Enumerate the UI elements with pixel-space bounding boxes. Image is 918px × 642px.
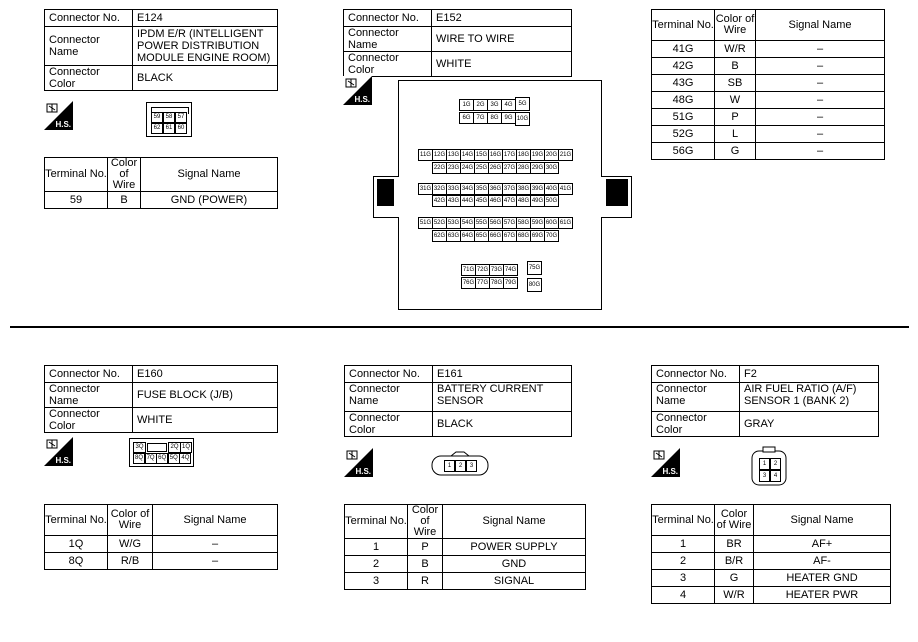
- terminal-no-cell: 1: [345, 539, 408, 556]
- connector-pin: 3: [759, 470, 770, 482]
- f2-terminal-table: Terminal No. Color of Wire Signal Name 1 BR AF+ 2 B/R AF- 3 G HEATER GND 4 W/R HEATER PWR: [651, 504, 891, 604]
- wire-color-cell: P: [715, 109, 756, 126]
- connector-pin: 4Q: [179, 453, 191, 464]
- connector-pin: 37G: [502, 183, 517, 195]
- table-row: [45, 192, 278, 209]
- table-row: [652, 41, 885, 58]
- connector-pin: 7G: [473, 112, 488, 124]
- table-row: [652, 75, 885, 92]
- connector-pin: 28G: [516, 162, 531, 174]
- e161-info-table: Connector No. E161 Connector Name BATTERY CURRENT SENSOR Connector Color BLACK: [344, 365, 572, 437]
- connector-pin: 3G: [487, 99, 502, 111]
- wire-color-cell: BR: [715, 536, 754, 553]
- connector-pin: 19G: [530, 149, 545, 161]
- connector-pin: 1Q: [180, 442, 192, 453]
- connector-pin: 71G: [461, 264, 476, 276]
- connector-pin: 5G: [515, 97, 530, 111]
- wire-color-cell: B: [715, 58, 756, 75]
- connector-pin: 2G: [473, 99, 488, 111]
- e160-info-table: Connector No. E160 Connector Name FUSE BLOCK (J/B) Connector Color WHITE: [44, 365, 278, 433]
- signal-name-cell: GND (POWER): [141, 192, 278, 209]
- svg-text:H.S.: H.S.: [55, 120, 71, 129]
- terminal-no-cell: 41G: [652, 41, 715, 58]
- terminal-no-cell: 8Q: [45, 553, 108, 570]
- connector-pin: 73G: [489, 264, 504, 276]
- connector-pin: 80G: [527, 278, 542, 292]
- e161-connector-color: BLACK: [433, 412, 572, 437]
- harness-side-icon: [651, 448, 680, 477]
- connector-pin: 17G: [502, 149, 517, 161]
- signal-name-cell: HEATER PWR: [754, 587, 891, 604]
- connector-pin: 55G: [474, 217, 489, 229]
- table-row: [345, 539, 586, 556]
- connector-pin: 26G: [488, 162, 503, 174]
- connector-pin: 20G: [544, 149, 559, 161]
- connector-pin: 9G: [501, 112, 516, 124]
- connector-pin: 14G: [460, 149, 475, 161]
- connector-pin: 76G: [461, 277, 476, 289]
- connector-pin: 1: [759, 458, 770, 470]
- connector-pin: 53G: [446, 217, 461, 229]
- connector-pin: 30G: [544, 162, 559, 174]
- svg-text:H.S.: H.S.: [662, 467, 678, 476]
- connector-pin: 2: [455, 460, 466, 472]
- connector-pin: 2Q: [168, 442, 181, 453]
- e160-terminal-table: Terminal No. Color of Wire Signal Name 1Q W/G – 8Q R/B –: [44, 504, 278, 570]
- terminal-no-cell: 3: [345, 573, 408, 590]
- connector-pin: 66G: [488, 230, 503, 242]
- terminal-no-cell: 48G: [652, 92, 715, 109]
- connector-pin: 62G: [432, 230, 447, 242]
- f2-info-table: Connector No. F2 Connector Name AIR FUEL RATIO (A/F) SENSOR 1 (BANK 2) Connector Color GRAY: [651, 365, 879, 437]
- connector-pin: 59G: [530, 217, 545, 229]
- f2-connector-color: GRAY: [740, 412, 879, 437]
- connector-pin: 32G: [432, 183, 447, 195]
- f2-connector-name: AIR FUEL RATIO (A/F) SENSOR 1 (BANK 2): [740, 383, 879, 412]
- connector-pin: 21G: [558, 149, 573, 161]
- connector-pin: 40G: [544, 183, 559, 195]
- wire-color-cell: B: [408, 556, 443, 573]
- f2-connector-face: [748, 444, 790, 488]
- terminal-no-cell: 42G: [652, 58, 715, 75]
- table-row: [652, 553, 891, 570]
- connector-pin: 64G: [460, 230, 475, 242]
- connector-pin: 43G: [446, 195, 461, 207]
- harness-side-icon: [44, 437, 73, 466]
- signal-name-cell: –: [756, 58, 885, 75]
- connector-pin: 42G: [432, 195, 447, 207]
- connector-pin: 12G: [432, 149, 447, 161]
- connector-pin-blank: [147, 443, 167, 452]
- e161-connector-name: BATTERY CURRENT SENSOR: [433, 383, 572, 412]
- e161-connector-face: [431, 451, 489, 476]
- connector-pin: 74G: [503, 264, 518, 276]
- signal-name-cell: –: [756, 92, 885, 109]
- connector-pin: 63G: [446, 230, 461, 242]
- table-row: [45, 553, 278, 570]
- table-row: [652, 570, 891, 587]
- e124-connector-face: [146, 102, 192, 137]
- terminal-no-cell: 56G: [652, 143, 715, 160]
- svg-text:H.S.: H.S.: [55, 456, 71, 465]
- e124-connector-no: E124: [133, 10, 278, 27]
- connector-pin: 57G: [502, 217, 517, 229]
- harness-side-icon: [44, 101, 73, 130]
- connector-pin: 4: [770, 470, 781, 482]
- e124-connector-name: IPDM E/R (INTELLIGENT POWER DISTRIBUTION MODULE ENGINE ROOM): [133, 27, 278, 66]
- harness-side-icon: [343, 76, 372, 105]
- wire-color-cell: B/R: [715, 553, 754, 570]
- e124-terminal-table: Terminal No. Color of Wire Signal Name 59 B GND (POWER): [44, 157, 278, 209]
- signal-name-cell: GND: [443, 556, 586, 573]
- connector-pin: 72G: [475, 264, 490, 276]
- terminal-no-cell: 3: [652, 570, 715, 587]
- wire-color-cell: R/B: [108, 553, 153, 570]
- e152-connector-no: E152: [432, 10, 572, 27]
- e161-connector-no: E161: [433, 366, 572, 383]
- connector-pin: 1G: [459, 99, 474, 111]
- f2-connector-no: F2: [740, 366, 879, 383]
- connector-pin: 15G: [474, 149, 489, 161]
- connector-pin: 2: [770, 458, 781, 470]
- connector-pin: 39G: [530, 183, 545, 195]
- e160-connector-name: FUSE BLOCK (J/B): [133, 383, 278, 408]
- terminal-no-cell: 59: [45, 192, 108, 209]
- connector-pin: 8G: [487, 112, 502, 124]
- connector-pin: 47G: [502, 195, 517, 207]
- signal-name-cell: AF-: [754, 553, 891, 570]
- e161-terminal-table: Terminal No. Color of Wire Signal Name 1 P POWER SUPPLY 2 B GND 3 R SIGNAL: [344, 504, 586, 590]
- connector-pin: 16G: [488, 149, 503, 161]
- wire-color-cell: W/R: [715, 41, 756, 58]
- connector-pin: 7Q: [145, 453, 157, 464]
- e124-info-table: Connector No. E124 Connector Name IPDM E/R (INTELLIGENT POWER DISTRIBUTION MODULE ENGINE ROOM) Connector Color BLACK: [44, 9, 278, 91]
- wire-color-cell: G: [715, 143, 756, 160]
- terminal-no-cell: 51G: [652, 109, 715, 126]
- signal-name-cell: AF+: [754, 536, 891, 553]
- terminal-no-cell: 43G: [652, 75, 715, 92]
- wire-color-cell: SB: [715, 75, 756, 92]
- section-divider: [10, 326, 909, 328]
- connector-pin: 6Q: [156, 453, 168, 464]
- signal-name-cell: –: [756, 109, 885, 126]
- wire-color-cell: W/G: [108, 536, 153, 553]
- signal-name-cell: –: [756, 75, 885, 92]
- connector-pin: 23G: [446, 162, 461, 174]
- connector-pin: 54G: [460, 217, 475, 229]
- table-row: [652, 587, 891, 604]
- connector-pin: 8Q: [133, 453, 145, 464]
- connector-pin: 10G: [515, 112, 530, 126]
- terminal-no-cell: 2: [652, 553, 715, 570]
- connector-pin: 62: [151, 123, 163, 134]
- e124-connector-color: BLACK: [133, 66, 278, 91]
- connector-pin: 13G: [446, 149, 461, 161]
- connector-pin: 68G: [516, 230, 531, 242]
- signal-name-cell: POWER SUPPLY: [443, 539, 586, 556]
- table-row: [652, 109, 885, 126]
- terminal-no-cell: 1Q: [45, 536, 108, 553]
- signal-name-cell: –: [756, 41, 885, 58]
- signal-name-cell: HEATER GND: [754, 570, 891, 587]
- svg-text:H.S.: H.S.: [355, 467, 371, 476]
- connector-pin: 52G: [432, 217, 447, 229]
- connector-pin: 27G: [502, 162, 517, 174]
- connector-pin: 75G: [527, 261, 542, 275]
- connector-pin: 46G: [488, 195, 503, 207]
- connector-pin: 61: [163, 123, 175, 134]
- signal-name-cell: –: [756, 126, 885, 143]
- table-row: [345, 556, 586, 573]
- e160-connector-no: E160: [133, 366, 278, 383]
- wire-color-cell: W/R: [715, 587, 754, 604]
- connector-pin: 58G: [516, 217, 531, 229]
- connector-pin: 29G: [530, 162, 545, 174]
- terminal-no-cell: 2: [345, 556, 408, 573]
- connector-pin: 61G: [558, 217, 573, 229]
- e152-connector-name: WIRE TO WIRE: [432, 27, 572, 52]
- harness-side-icon: [344, 448, 373, 477]
- table-row: [652, 58, 885, 75]
- table-row: [652, 126, 885, 143]
- terminal-no-cell: 52G: [652, 126, 715, 143]
- signal-name-cell: –: [153, 553, 278, 570]
- connector-pin: 50G: [544, 195, 559, 207]
- wire-color-cell: G: [715, 570, 754, 587]
- wire-color-cell: P: [408, 539, 443, 556]
- connector-pin: 69G: [530, 230, 545, 242]
- connector-pin: 41G: [558, 183, 573, 195]
- wire-color-cell: W: [715, 92, 756, 109]
- e160-connector-color: WHITE: [133, 408, 278, 433]
- connector-pin: 36G: [488, 183, 503, 195]
- connector-pin: 57: [175, 112, 187, 123]
- connector-pin: 59: [151, 112, 163, 123]
- e152-info-table: Connector No. E152 Connector Name WIRE TO WIRE Connector Color WHITE: [343, 9, 572, 77]
- connector-pin: 11G: [418, 149, 433, 161]
- table-row: [652, 536, 891, 553]
- e152-connector-color: WHITE: [432, 52, 572, 77]
- e160-connector-face: [129, 438, 194, 467]
- svg-text:H.S.: H.S.: [354, 95, 370, 104]
- connector-pin: 70G: [544, 230, 559, 242]
- connector-pin: 67G: [502, 230, 517, 242]
- connector-pin: 22G: [432, 162, 447, 174]
- table-row: [652, 92, 885, 109]
- table-row: [45, 536, 278, 553]
- connector-pin: 44G: [460, 195, 475, 207]
- terminal-no-cell: 4: [652, 587, 715, 604]
- signal-name-cell: –: [756, 143, 885, 160]
- table-row: [345, 573, 586, 590]
- connector-pin: 24G: [460, 162, 475, 174]
- connector-pin: 45G: [474, 195, 489, 207]
- connector-pin: 5Q: [168, 453, 180, 464]
- connector-pin: 78G: [489, 277, 504, 289]
- wire-color-cell: L: [715, 126, 756, 143]
- connector-pin: 51G: [418, 217, 433, 229]
- connector-pin: 25G: [474, 162, 489, 174]
- connector-pin: 1: [444, 460, 455, 472]
- connector-pin: 31G: [418, 183, 433, 195]
- connector-pin: 60: [175, 123, 187, 134]
- signal-name-cell: SIGNAL: [443, 573, 586, 590]
- table-row: [652, 143, 885, 160]
- connector-pin: 65G: [474, 230, 489, 242]
- e152-terminal-table: Terminal No. Color of Wire Signal Name 41G W/R – 42G B – 43G SB – 48G W – 51G P – 52G L – 56G G –: [651, 9, 885, 160]
- connector-pin: 49G: [530, 195, 545, 207]
- connector-pin: 4G: [501, 99, 516, 111]
- connector-pin: 77G: [475, 277, 490, 289]
- connector-pin: 33G: [446, 183, 461, 195]
- connector-pin: 35G: [474, 183, 489, 195]
- signal-name-cell: –: [153, 536, 278, 553]
- connector-pin: 3: [466, 460, 477, 472]
- wire-color-cell: B: [108, 192, 141, 209]
- connector-pin: 18G: [516, 149, 531, 161]
- connector-pin: 34G: [460, 183, 475, 195]
- connector-pin: 79G: [503, 277, 518, 289]
- connector-pin: 48G: [516, 195, 531, 207]
- connector-pin: 60G: [544, 217, 559, 229]
- connector-pin: 6G: [459, 112, 474, 124]
- connector-pin: 38G: [516, 183, 531, 195]
- wire-color-cell: R: [408, 573, 443, 590]
- connector-pin: 3Q: [133, 442, 146, 453]
- connector-pin: 56G: [488, 217, 503, 229]
- connector-pin: 58: [163, 112, 175, 123]
- terminal-no-cell: 1: [652, 536, 715, 553]
